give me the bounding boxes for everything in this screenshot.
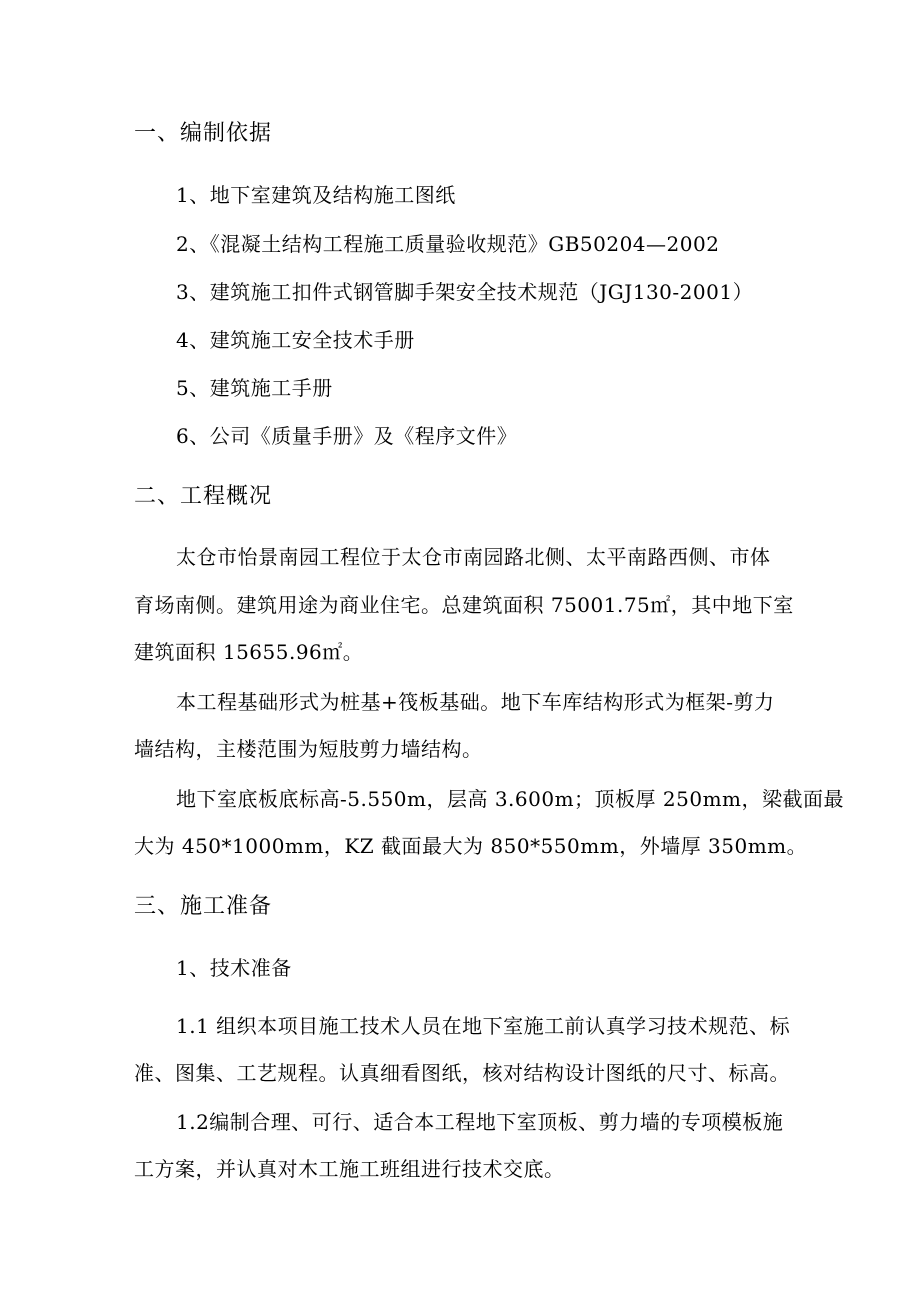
- section-heading-preparation: 三、施工准备: [134, 894, 273, 919]
- paragraph-line: 准、图集、工艺规程。认真细看图纸，核对结构设计图纸的尺寸、标高。: [134, 1061, 790, 1085]
- list-item: 4、建筑施工安全技术手册: [176, 328, 415, 352]
- subheading-technical-preparation: 1、技术准备: [176, 956, 292, 980]
- section-heading-overview: 二、工程概况: [134, 484, 273, 509]
- paragraph-line: 地下室底板底标高-5.550m，层高 3.600m；顶板厚 250mm，梁截面最: [176, 787, 845, 811]
- paragraph-line: 大为 450*1000mm，KZ 截面最大为 850*550mm，外墙厚 350mm。: [134, 834, 808, 858]
- paragraph-line: 育场南侧。建筑用途为商业住宅。总建筑面积 75001.75㎡，其中地下室: [134, 593, 794, 617]
- paragraph-line: 建筑面积 15655.96㎡。: [134, 640, 364, 664]
- paragraph-line: 工方案，并认真对木工施工班组进行技术交底。: [134, 1157, 565, 1181]
- list-item: 2、《混凝土结构工程施工质量验收规范》GB50204—2002: [176, 232, 720, 256]
- paragraph-line: 1.1 组织本项目施工技术人员在地下室施工前认真学习技术规范、标: [176, 1014, 791, 1038]
- list-item: 6、公司《质量手册》及《程序文件》: [176, 424, 518, 448]
- paragraph-line: 太仓市怡景南园工程位于太仓市南园路北侧、太平南路西侧、市体: [176, 545, 771, 569]
- section-heading-basis: 一、编制依据: [134, 121, 273, 146]
- list-item: 3、建筑施工扣件式钢管脚手架安全技术规范（JGJ130-2001）: [176, 280, 754, 304]
- list-item: 1、地下室建筑及结构施工图纸: [176, 183, 456, 207]
- paragraph-line: 墙结构，主楼范围为短肢剪力墙结构。: [134, 737, 483, 761]
- paragraph-line: 1.2编制合理、可行、适合本工程地下室顶板、剪力墙的专项模板施: [176, 1110, 784, 1134]
- list-item: 5、建筑施工手册: [176, 376, 333, 400]
- paragraph-line: 本工程基础形式为桩基+筏板基础。地下车库结构形式为框架-剪力: [176, 690, 775, 714]
